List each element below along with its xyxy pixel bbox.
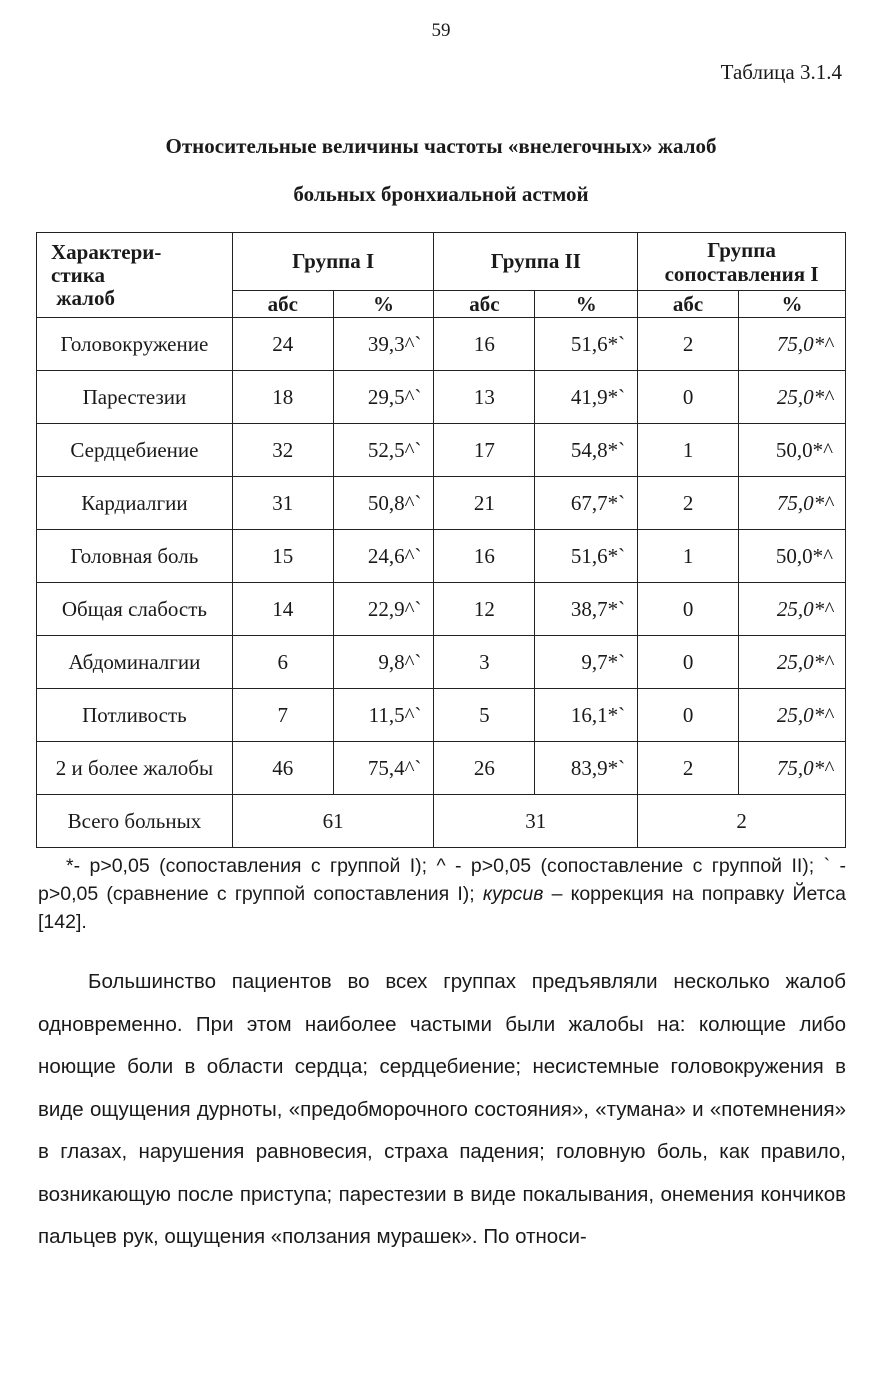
- group-1-pct: 50,8^`: [333, 477, 434, 530]
- group-2-abs: 16: [434, 530, 535, 583]
- group-1-pct: 22,9^`: [333, 583, 434, 636]
- group-2-pct: 38,7*`: [535, 583, 638, 636]
- group-1-abs: 7: [232, 689, 333, 742]
- group-1-pct: 11,5^`: [333, 689, 434, 742]
- group-2-abs: 12: [434, 583, 535, 636]
- complaint-name: Потливость: [37, 689, 233, 742]
- group-2-pct: 9,7*`: [535, 636, 638, 689]
- group-2-abs: 3: [434, 636, 535, 689]
- group-3-abs: 0: [638, 371, 739, 424]
- group-1-pct: 9,8^`: [333, 636, 434, 689]
- group-3-pct: 75,0*^: [739, 477, 846, 530]
- complaint-name: Кардиалгии: [37, 477, 233, 530]
- group-3-pct: 75,0*^: [739, 742, 846, 795]
- group-3-abs: 1: [638, 530, 739, 583]
- total-group-2: 31: [434, 795, 638, 848]
- group-3-pct: 50,0*^: [739, 530, 846, 583]
- group-1-abs: 6: [232, 636, 333, 689]
- group-3-pct: 75,0*^: [739, 318, 846, 371]
- group-1-pct: 75,4^`: [333, 742, 434, 795]
- group-3-abs: 1: [638, 424, 739, 477]
- total-row: [37, 795, 846, 848]
- group-1-pct: 52,5^`: [333, 424, 434, 477]
- complaint-name: Парестезии: [37, 371, 233, 424]
- body-paragraph: Большинство пациентов во всех группах предъявляли несколько жалоб одновременно. При этом наиболее частыми были жалобы на: колющие либо ноющие боли в области сердца; сердцебиение; несистемные головокружения в виде ощущения дурноты, «предобморочного состояния», «тумана» и «потемнения» в глазах, нарушения равновесия, страха падения; головную боль, как правило, возникающую после приступа; парестезии в виде покалывания, онемения кончиков пальцев рук, ощущения «ползания мурашек». По относи-: [38, 970, 846, 1248]
- group-1-pct: 24,6^`: [333, 530, 434, 583]
- group-3-abs: 0: [638, 583, 739, 636]
- table-title: [30, 122, 852, 218]
- table-row: [37, 742, 846, 795]
- footnote-part-1: *- p>0,05 (сопоставления с группой I); ^ - p>0,05 (сопоставление с группой II); ` - p>0,05 (сравнение с группой сопоставления I);: [38, 855, 846, 905]
- complaint-name: Сердцебиение: [37, 424, 233, 477]
- complaint-name: 2 и более жалобы: [37, 742, 233, 795]
- group-1-abs: 15: [232, 530, 333, 583]
- group-2-pct: 51,6*`: [535, 530, 638, 583]
- total-group-1: 61: [232, 795, 434, 848]
- footnote-italic-word: курсив: [482, 883, 544, 905]
- header-pct: %: [535, 291, 638, 318]
- header-group-1: Группа I: [232, 233, 434, 291]
- complaint-name: Абдоминалгии: [37, 636, 233, 689]
- group-2-abs: 13: [434, 371, 535, 424]
- header-group-3-text: Группа сопоставления I: [664, 237, 819, 286]
- header-group-2: Группа II: [434, 233, 638, 291]
- header-characteristic: [37, 233, 233, 318]
- group-3-pct: 25,0*^: [739, 636, 846, 689]
- group-1-abs: 31: [232, 477, 333, 530]
- group-3-pct: 50,0*^: [739, 424, 846, 477]
- header-abs: абс: [638, 291, 739, 318]
- complaint-name: Головная боль: [37, 530, 233, 583]
- table-title-line-2: больных бронхиальной астмой: [293, 182, 589, 206]
- total-label: Всего больных: [37, 795, 233, 848]
- footnote-part-2: – коррекция на поправку Йетса [142].: [38, 883, 846, 933]
- group-1-abs: 32: [232, 424, 333, 477]
- table-row: [37, 371, 846, 424]
- total-group-3: 2: [638, 795, 846, 848]
- table-row: [37, 477, 846, 530]
- group-3-abs: 2: [638, 742, 739, 795]
- table-row: [37, 424, 846, 477]
- header-group-3: [638, 233, 846, 291]
- table-label: Таблица 3.1.4: [720, 60, 842, 84]
- group-2-pct: 54,8*`: [535, 424, 638, 477]
- table-row: [37, 689, 846, 742]
- complaint-name: Головокружение: [37, 318, 233, 371]
- page-number: 59: [431, 20, 451, 41]
- group-1-abs: 18: [232, 371, 333, 424]
- group-1-abs: 14: [232, 583, 333, 636]
- table-row: [37, 530, 846, 583]
- header-abs: абс: [434, 291, 535, 318]
- group-3-abs: 2: [638, 318, 739, 371]
- complaints-table: [36, 232, 846, 848]
- group-1-pct: 29,5^`: [333, 371, 434, 424]
- group-2-pct: 16,1*`: [535, 689, 638, 742]
- group-3-abs: 2: [638, 477, 739, 530]
- table-title-line-1: Относительные величины частоты «внелегочных» жалоб: [165, 134, 717, 158]
- table-row: [37, 318, 846, 371]
- group-1-abs: 24: [232, 318, 333, 371]
- header-abs: абс: [232, 291, 333, 318]
- group-2-pct: 83,9*`: [535, 742, 638, 795]
- group-3-abs: 0: [638, 636, 739, 689]
- group-3-pct: 25,0*^: [739, 371, 846, 424]
- group-2-pct: 67,7*`: [535, 477, 638, 530]
- group-2-abs: 17: [434, 424, 535, 477]
- header-pct: %: [333, 291, 434, 318]
- group-1-pct: 39,3^`: [333, 318, 434, 371]
- table-row: [37, 583, 846, 636]
- table-footnote: [38, 852, 846, 936]
- table-row: [37, 636, 846, 689]
- complaint-name: Общая слабость: [37, 583, 233, 636]
- group-2-pct: 41,9*`: [535, 371, 638, 424]
- group-3-abs: 0: [638, 689, 739, 742]
- group-2-abs: 21: [434, 477, 535, 530]
- group-1-abs: 46: [232, 742, 333, 795]
- header-characteristic-text: Характери- стика жалоб: [51, 239, 162, 310]
- group-2-abs: 16: [434, 318, 535, 371]
- group-3-pct: 25,0*^: [739, 583, 846, 636]
- group-2-abs: 5: [434, 689, 535, 742]
- group-2-abs: 26: [434, 742, 535, 795]
- header-pct: %: [739, 291, 846, 318]
- group-3-pct: 25,0*^: [739, 689, 846, 742]
- group-2-pct: 51,6*`: [535, 318, 638, 371]
